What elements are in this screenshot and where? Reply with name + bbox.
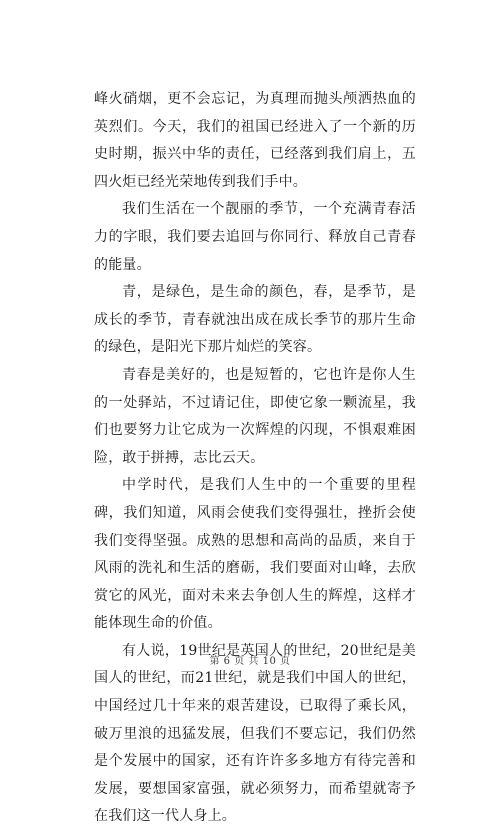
paragraph-2: 我们生活在一个靓丽的季节，一个充满青春活力的字眼，我们要去追回与你同行、释放自己青春的能量。: [94, 201, 416, 273]
paragraph-3: 青，是绿色，是生命的颜色，春，是季节，是成长的季节，青春就浊出成在成长季节的那片生命的绿色，是阳光下那片灿烂的笑容。: [94, 284, 416, 356]
paragraph-4: 青春是美好的，也是短暂的，它也许是你人生的一处驿站，不过请记住，即使它象一颗流星，我们也要努力让它成为一次辉煌的闪现，不惧艰难困险，敢于拼搏，志比云天。: [94, 366, 416, 466]
document-body: [94, 86, 416, 831]
paragraph-5: 中学时代，是我们人生中的一个重要的里程碑，我们知道，风雨会使我们变得强壮，挫折会使我们变得坚强。成熟的思想和高尚的品质，来自于风雨的洗礼和生活的磨砺，我们要面对山峰，去欣赏它的风光，面对未来去争创人生的辉煌，这样才能体现生命的价值。: [94, 477, 416, 632]
paragraph-6: 有人说，19世纪是英国人的世纪，20世纪是美国人的世纪，而21世纪，就是我们中国人的世纪，中国经过几十年来的艰苦建设，已取得了乘长风，破万里浪的迅猛发展，但我们不要忘记，我们仍然是个发展中的国家，还有许许多多地方有待完善和发展，要想国家富强，就必须努力，而希望就寄予在我们这一代人身上。: [94, 642, 416, 825]
paragraph-1: 峰火硝烟，更不会忘记，为真理而抛头颅洒热血的英烈们。今天，我们的祖国已经进入了一个新的历史时期，振兴中华的责任，已经落到我们肩上，五四火炬已经光荣地传到我们手中。: [94, 91, 416, 190]
page-footer: 第 6 页 共 10 页: [209, 656, 291, 667]
